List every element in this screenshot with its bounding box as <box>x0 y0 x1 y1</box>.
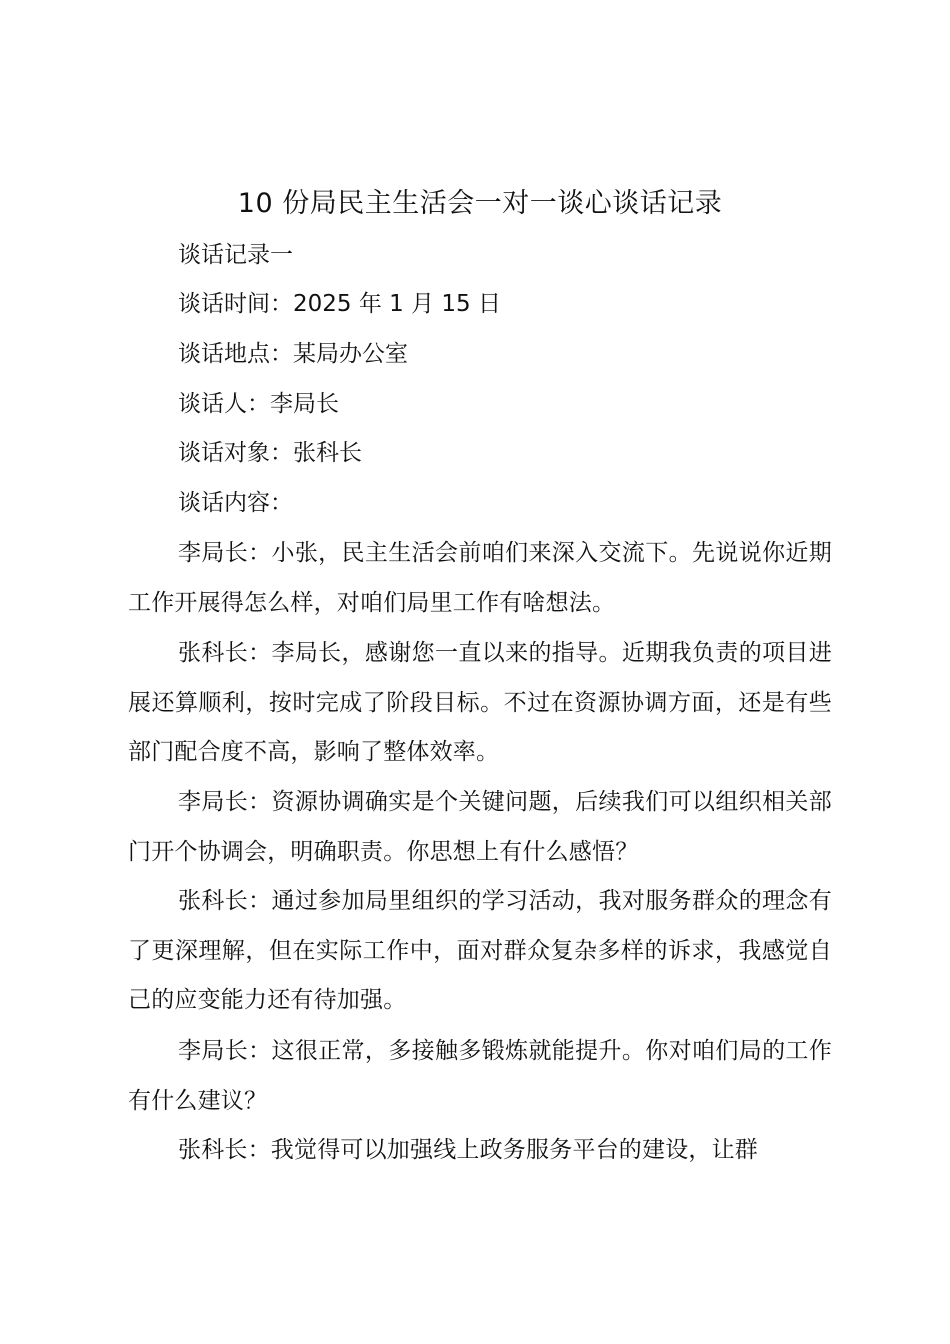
dialogue-paragraph: 张科长：李局长，感谢您一直以来的指导。近期我负责的项目进展还算顺利，按时完成了阶段目标。不过在资源协调方面，还是有些部门配合度不高，影响了整体效率。 <box>128 640 832 765</box>
talk-location: 谈话地点：某局办公室 <box>178 341 408 367</box>
talk-time: 谈话时间：2025 年 1 月 15 日 <box>178 291 501 317</box>
talk-subject: 谈话对象：张科长 <box>178 440 362 466</box>
dialogue-paragraph: 张科长：我觉得可以加强线上政务服务平台的建设，让群 <box>178 1137 758 1163</box>
record-heading: 谈话记录一 <box>178 242 293 268</box>
talk-content-label: 谈话内容： <box>178 490 293 516</box>
talk-speaker: 谈话人：李局长 <box>178 391 339 417</box>
dialogue-paragraph: 张科长：通过参加局里组织的学习活动，我对服务群众的理念有了更深理解，但在实际工作中，面对群众复杂多样的诉求，我感觉自己的应变能力还有待加强。 <box>128 888 832 1013</box>
document-title: 10 份局民主生活会一对一谈心谈话记录 <box>237 188 723 219</box>
dialogue-paragraph: 李局长：这很正常，多接触多锻炼就能提升。你对咱们局的工作有什么建议？ <box>128 1038 832 1114</box>
dialogue-paragraph: 李局长：资源协调确实是个关键问题，后续我们可以组织相关部门开个协调会，明确职责。你思想上有什么感悟？ <box>128 789 832 865</box>
dialogue-paragraph: 李局长：小张，民主生活会前咱们来深入交流下。先说说你近期工作开展得怎么样，对咱们局里工作有啥想法。 <box>128 540 832 616</box>
